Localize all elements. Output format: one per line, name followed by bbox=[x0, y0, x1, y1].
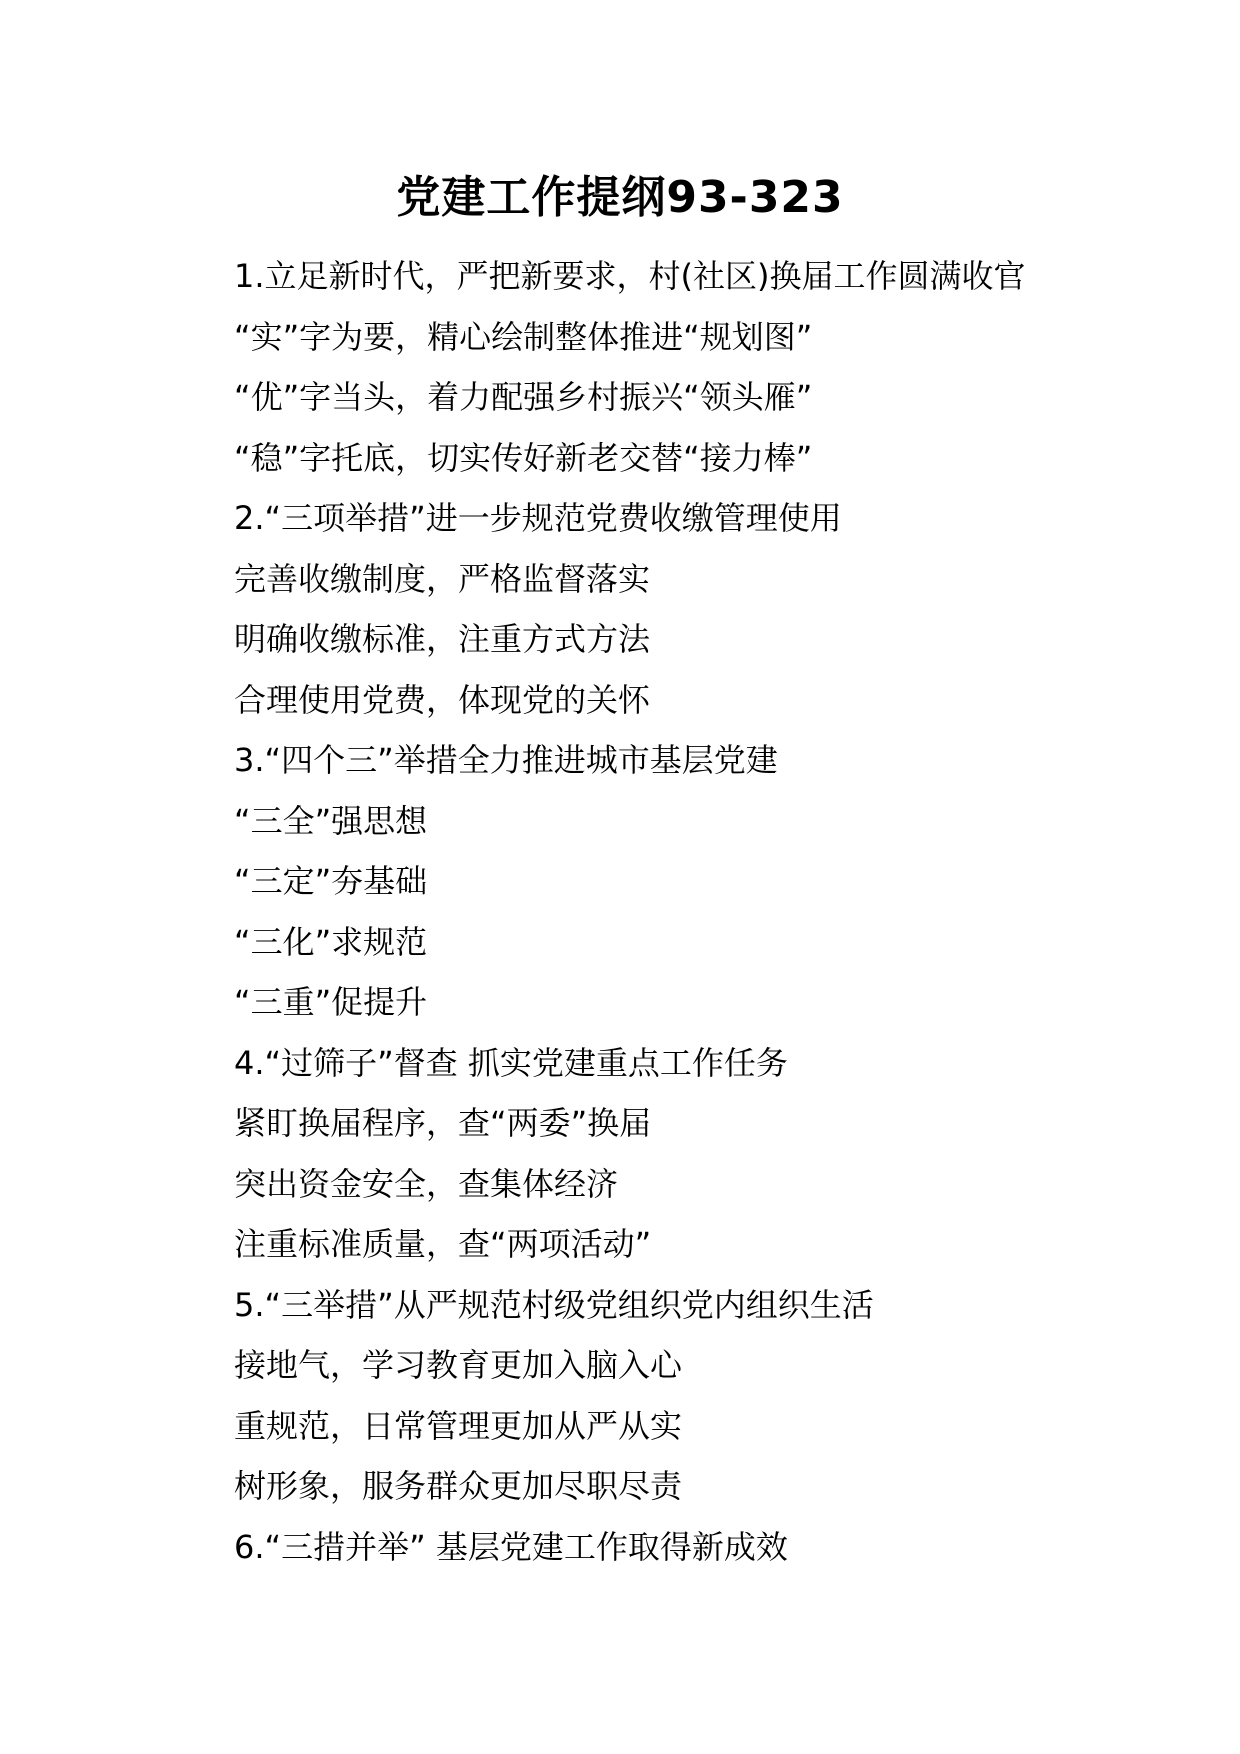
outline-heading-5: 5.“三举措”从严规范村级党组织党内组织生活 bbox=[234, 1285, 874, 1324]
outline-heading-3: 3.“四个三”举措全力推进城市基层党建 bbox=[234, 741, 778, 779]
outline-item: “三化”求规范 bbox=[234, 922, 428, 961]
outline-item: “稳”字托底，切实传好新老交替“接力棒” bbox=[234, 438, 813, 477]
outline-heading-1: 1.立足新时代，严把新要求，村(社区)换届工作圆满收官 bbox=[234, 257, 1026, 295]
outline-item: “三定”夯基础 bbox=[234, 862, 428, 900]
outline-heading-4: 4.“过筛子”督查 抓实党建重点工作任务 bbox=[234, 1043, 788, 1082]
outline-item: “实”字为要，精心绘制整体推进“规划图” bbox=[234, 317, 813, 356]
document-title: 党建工作提纲93-323 bbox=[396, 172, 844, 223]
outline-item: 完善收缴制度，严格监督落实 bbox=[234, 559, 651, 598]
outline-heading-6: 6.“三措并举” 基层党建工作取得新成效 bbox=[234, 1527, 788, 1566]
outline-item: 注重标准质量，查“两项活动” bbox=[234, 1225, 652, 1263]
outline-heading-2: 2.“三项举措”进一步规范党费收缴管理使用 bbox=[234, 499, 842, 537]
outline-item: 紧盯换届程序，查“两委”换届 bbox=[234, 1104, 652, 1142]
outline-item: 合理使用党费，体现党的关怀 bbox=[234, 680, 651, 719]
outline-item: 明确收缴标准，注重方式方法 bbox=[234, 620, 651, 658]
outline-item: 重规范，日常管理更加从严从实 bbox=[234, 1406, 683, 1445]
outline-item: “优”字当头，着力配强乡村振兴“领头雁” bbox=[234, 378, 813, 416]
outline-item: “三重”促提升 bbox=[234, 983, 428, 1021]
outline-item: 接地气，学习教育更加入脑入心 bbox=[234, 1346, 683, 1384]
outline-item: 树形象，服务群众更加尽职尽责 bbox=[234, 1467, 683, 1505]
outline-item: 突出资金安全，查集体经济 bbox=[234, 1164, 619, 1203]
outline-item: “三全”强思想 bbox=[234, 801, 428, 840]
outline-list bbox=[234, 246, 1134, 1577]
